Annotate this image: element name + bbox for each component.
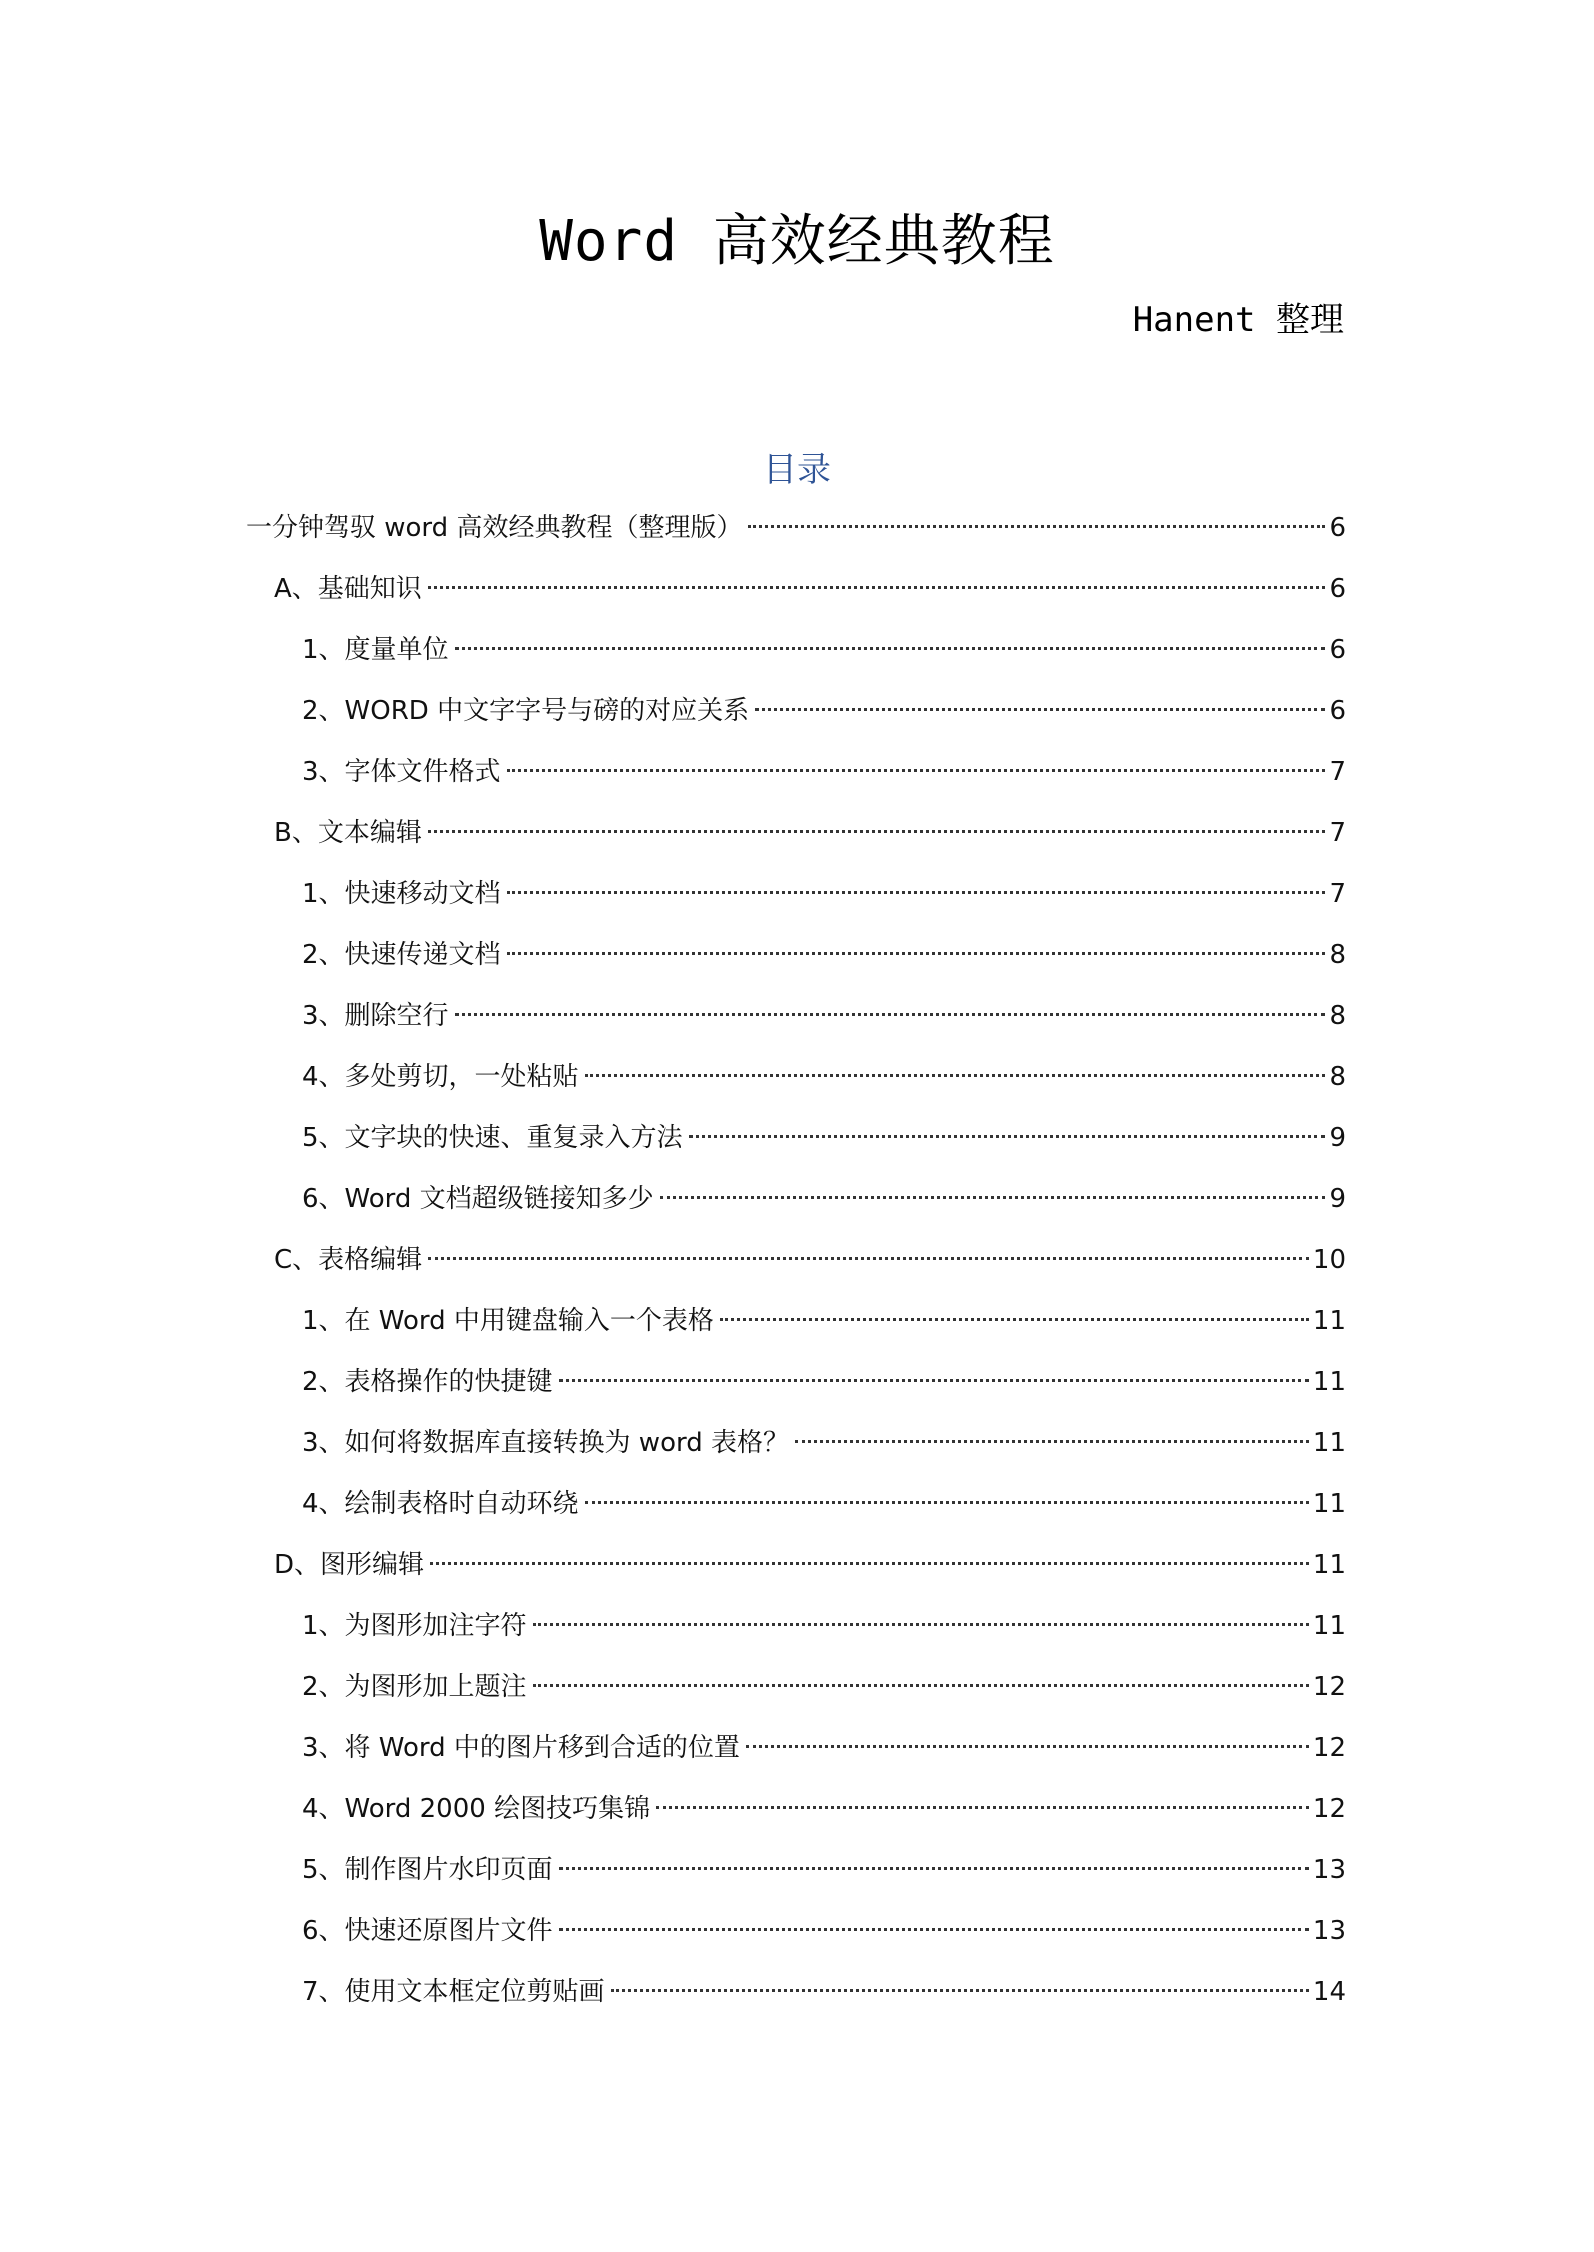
toc-entry[interactable] (302, 935, 1346, 975)
toc-entry-page-number: 11 (1312, 1428, 1346, 1458)
toc-entry[interactable] (302, 630, 1346, 670)
toc-entry[interactable] (274, 1545, 1346, 1585)
toc-dot-leader (746, 1745, 1309, 1748)
toc-entry-page-number: 11 (1312, 1611, 1346, 1641)
toc-dot-leader (755, 708, 1325, 711)
toc-dot-leader (720, 1318, 1309, 1321)
toc-entry-title: 4、Word 2000 绘图技巧集锦 (302, 1794, 651, 1824)
toc-entry[interactable] (274, 813, 1346, 853)
toc-entry-page-number: 9 (1329, 1184, 1346, 1214)
toc-entry-page-number: 8 (1329, 1062, 1346, 1092)
toc-entry-page-number: 11 (1312, 1489, 1346, 1519)
toc-entry-title: A、基础知识 (274, 574, 422, 604)
toc-entry-page-number: 6 (1329, 696, 1346, 726)
toc-entry-title: C、表格编辑 (274, 1245, 423, 1275)
toc-entry[interactable] (302, 691, 1346, 731)
toc-entry[interactable] (302, 1667, 1346, 1707)
toc-entry-page-number: 7 (1329, 757, 1346, 787)
toc-entry-title: 5、制作图片水印页面 (302, 1855, 553, 1885)
toc-entry[interactable] (302, 1423, 1346, 1463)
toc-entry-page-number: 10 (1312, 1245, 1346, 1275)
toc-entry-title: 1、度量单位 (302, 635, 449, 665)
toc-entry[interactable] (302, 1606, 1346, 1646)
toc-entry[interactable] (302, 1850, 1346, 1890)
toc-entry[interactable] (302, 1179, 1346, 1219)
toc-dot-leader (430, 1562, 1309, 1565)
toc-dot-leader (507, 769, 1326, 772)
toc-entry-page-number: 14 (1312, 1977, 1346, 2007)
toc-dot-leader (585, 1501, 1309, 1504)
toc-entry[interactable] (302, 1728, 1346, 1768)
toc-entry-title: D、图形编辑 (274, 1550, 425, 1580)
toc-entry-page-number: 8 (1329, 940, 1346, 970)
toc-dot-leader (660, 1196, 1326, 1199)
toc-entry-page-number: 6 (1329, 635, 1346, 665)
toc-dot-leader (559, 1928, 1309, 1931)
toc-entry-title: 一分钟驾驭 word 高效经典教程（整理版） (246, 513, 743, 543)
toc-entry[interactable] (302, 996, 1346, 1036)
toc-dot-leader (533, 1684, 1309, 1687)
toc-entry-page-number: 7 (1329, 818, 1346, 848)
toc-dot-leader (507, 952, 1326, 955)
toc-entry[interactable] (302, 1057, 1346, 1097)
toc-entry-page-number: 12 (1312, 1672, 1346, 1702)
toc-entry-title: 7、使用文本框定位剪贴画 (302, 1977, 605, 2007)
toc-dot-leader (455, 647, 1326, 650)
toc-entry[interactable] (302, 1362, 1346, 1402)
toc-entry-title: 6、快速还原图片文件 (302, 1916, 553, 1946)
toc-entry[interactable] (302, 1301, 1346, 1341)
toc-entry-page-number: 13 (1312, 1916, 1346, 1946)
toc-entry[interactable] (302, 1118, 1346, 1158)
toc-entry-title: B、文本编辑 (274, 818, 422, 848)
toc-dot-leader (689, 1135, 1326, 1138)
toc-entry-title: 2、表格操作的快捷键 (302, 1367, 553, 1397)
toc-entry-page-number: 11 (1312, 1550, 1346, 1580)
toc-entry[interactable] (302, 1484, 1346, 1524)
toc-dot-leader (428, 1257, 1309, 1260)
toc-entry[interactable] (302, 752, 1346, 792)
toc-entry-page-number: 13 (1312, 1855, 1346, 1885)
toc-dot-leader (428, 830, 1326, 833)
toc-entry-page-number: 12 (1312, 1733, 1346, 1763)
toc-entry[interactable] (302, 1789, 1346, 1829)
toc-entry-page-number: 6 (1329, 574, 1346, 604)
toc-entry-title: 3、删除空行 (302, 1001, 449, 1031)
toc-entry-page-number: 7 (1329, 879, 1346, 909)
toc-entry-page-number: 9 (1329, 1123, 1346, 1153)
toc-entry-title: 6、Word 文档超级链接知多少 (302, 1184, 654, 1214)
toc-entry-title: 1、在 Word 中用键盘输入一个表格 (302, 1306, 714, 1336)
toc-entry-title: 1、为图形加注字符 (302, 1611, 527, 1641)
toc-dot-leader (507, 891, 1326, 894)
toc-dot-leader (748, 525, 1325, 528)
toc-entry[interactable] (302, 1972, 1346, 2012)
author-credit: Hanent 整理 (1132, 300, 1344, 340)
toc-heading: 目录 (763, 450, 831, 490)
toc-dot-leader (559, 1379, 1309, 1382)
toc-entry-title: 3、字体文件格式 (302, 757, 501, 787)
toc-entry-title: 4、多处剪切，一处粘贴 (302, 1062, 579, 1092)
toc-entry[interactable] (246, 508, 1346, 548)
toc-dot-leader (559, 1867, 1309, 1870)
toc-dot-leader (656, 1806, 1309, 1809)
toc-entry-title: 2、为图形加上题注 (302, 1672, 527, 1702)
document-title: Word 高效经典教程 (539, 209, 1055, 274)
toc-entry[interactable] (274, 569, 1346, 609)
toc-entry-title: 3、如何将数据库直接转换为 word 表格？ (302, 1428, 789, 1458)
toc-entry-title: 5、文字块的快速、重复录入方法 (302, 1123, 683, 1153)
toc-dot-leader (428, 586, 1326, 589)
toc-entry[interactable] (302, 1911, 1346, 1951)
toc-entry-page-number: 11 (1312, 1367, 1346, 1397)
toc-entry-page-number: 8 (1329, 1001, 1346, 1031)
toc-entry-title: 4、绘制表格时自动环绕 (302, 1489, 579, 1519)
toc-entry[interactable] (274, 1240, 1346, 1280)
toc-dot-leader (795, 1440, 1309, 1443)
toc-entry-title: 3、将 Word 中的图片移到合适的位置 (302, 1733, 740, 1763)
toc-entry-title: 2、快速传递文档 (302, 940, 501, 970)
toc-dot-leader (455, 1013, 1326, 1016)
toc-entry-page-number: 11 (1312, 1306, 1346, 1336)
toc-entry-page-number: 12 (1312, 1794, 1346, 1824)
toc-dot-leader (611, 1989, 1309, 1992)
toc-dot-leader (585, 1074, 1326, 1077)
toc-entry[interactable] (302, 874, 1346, 914)
toc-entry-title: 1、快速移动文档 (302, 879, 501, 909)
toc-entry-title: 2、WORD 中文字字号与磅的对应关系 (302, 696, 750, 726)
toc-entry-page-number: 6 (1329, 513, 1346, 543)
toc-dot-leader (533, 1623, 1309, 1626)
